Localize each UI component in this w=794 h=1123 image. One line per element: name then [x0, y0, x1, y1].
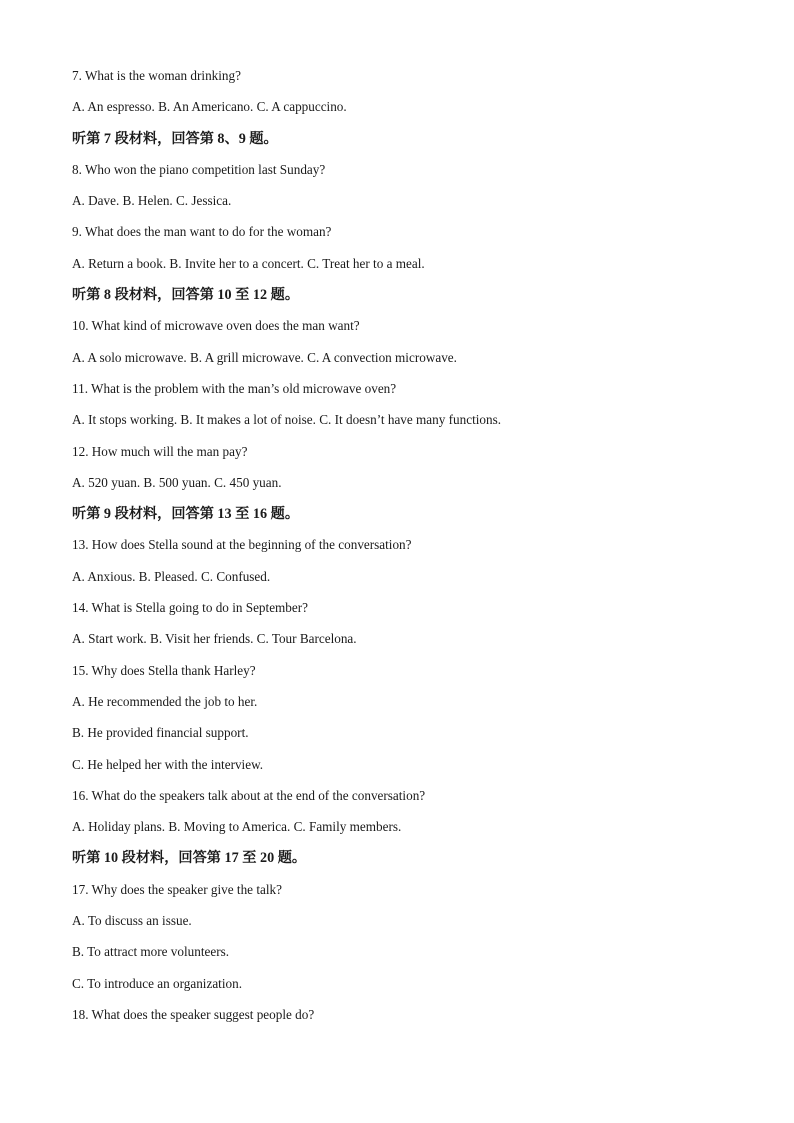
answer-options: A. Anxious. B. Pleased. C. Confused. [72, 568, 271, 584]
question-text: 12. How much will the man pay? [72, 443, 248, 459]
question-text: 18. What does the speaker suggest people do? [72, 1006, 315, 1022]
section-heading: 听第 10 段材料，回答第 17 至 20 题。 [72, 850, 307, 867]
exam-text-body [72, 66, 752, 1036]
answer-options: A. A solo microwave. B. A grill microwave. C. A convection microwave. [72, 349, 457, 365]
section-heading: 听第 7 段材料，回答第 8、9 题。 [72, 130, 278, 147]
question-text: 16. What do the speakers talk about at the end of the conversation? [72, 787, 426, 803]
answer-options: A. An espresso. B. An Americano. C. A cappuccino. [72, 99, 347, 115]
question-text: 7. What is the woman drinking? [72, 68, 241, 83]
answer-options: B. To attract more volunteers. [72, 944, 230, 960]
answer-options: A. To discuss an issue. [72, 913, 192, 929]
section-heading: 听第 9 段材料，回答第 13 至 16 题。 [72, 506, 300, 523]
question-text: 17. Why does the speaker give the talk? [72, 881, 282, 897]
answer-options: A. He recommended the job to her. [72, 693, 258, 709]
question-text: 10. What kind of microwave oven does the man want? [72, 318, 360, 334]
question-text: 11. What is the problem with the man’s old microwave oven? [72, 380, 397, 396]
question-text: 13. How does Stella sound at the beginning of the conversation? [72, 537, 412, 553]
answer-options: A. It stops working. B. It makes a lot of noise. C. It doesn’t have many functions. [72, 412, 502, 428]
answer-options: A. Return a book. B. Invite her to a concert. C. Treat her to a meal. [72, 255, 425, 271]
answer-options: C. He helped her with the interview. [72, 756, 264, 772]
question-text: 14. What is Stella going to do in September? [72, 600, 308, 616]
question-text: 15. Why does Stella thank Harley? [72, 662, 256, 678]
question-text: 8. Who won the piano competition last Sunday? [72, 161, 326, 177]
answer-options: B. He provided financial support. [72, 725, 249, 741]
section-heading: 听第 8 段材料，回答第 10 至 12 题。 [72, 287, 300, 304]
answer-options: A. 520 yuan. B. 500 yuan. C. 450 yuan. [72, 474, 282, 490]
question-text: 9. What does the man want to do for the woman? [72, 224, 332, 240]
answer-options: A. Start work. B. Visit her friends. C. Tour Barcelona. [72, 631, 357, 647]
answer-options: A. Holiday plans. B. Moving to America. C. Family members. [72, 819, 402, 835]
answer-options: A. Dave. B. Helen. C. Jessica. [72, 193, 232, 209]
answer-options: C. To introduce an organization. [72, 975, 242, 991]
